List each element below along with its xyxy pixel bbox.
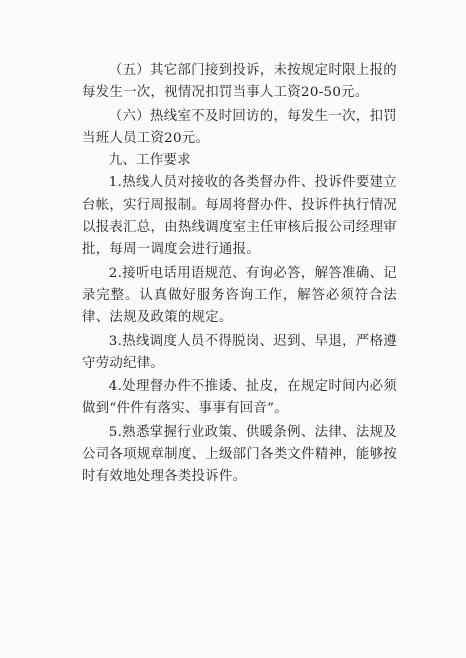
requirement-3: 3.热线调度人员不得脱岗、迟到、早退，严格遵守劳动纪律。 — [82, 333, 397, 371]
document-body — [82, 60, 397, 489]
requirement-2: 2.接听电话用语规范、有询必答，解答准确、记录完整。认真做好服务咨询工作，解答必须符合法律、法规及政策的规定。 — [82, 265, 397, 326]
paragraph-penalty-5: （五）其它部门接到投诉，未按规定时限上报的每发生一次，视情况扣罚当事人工资20-50元。 — [82, 63, 397, 101]
requirement-1: 1.热线人员对接收的各类督办件、投诉件要建立台帐，实行周报制。每周将督办件、投诉件执行情况以报表汇总，由热线调度室主任审核后报公司经理审批，每周一调度会进行通报。 — [82, 175, 397, 258]
requirement-4: 4.处理督办件不推诿、扯皮，在规定时间内必须做到“件件有落实、事事有回音”。 — [82, 379, 397, 417]
section-heading: 九、工作要求 — [108, 153, 191, 169]
requirement-5: 5.熟悉掌握行业政策、供暖条例、法律、法规及公司各项规章制度、上级部门各类文件精神，能够按时有效地处理各类投诉件。 — [82, 424, 397, 485]
paragraph-penalty-6: （六）热线室不及时回访的，每发生一次，扣罚当班人员工资20元。 — [82, 108, 397, 146]
